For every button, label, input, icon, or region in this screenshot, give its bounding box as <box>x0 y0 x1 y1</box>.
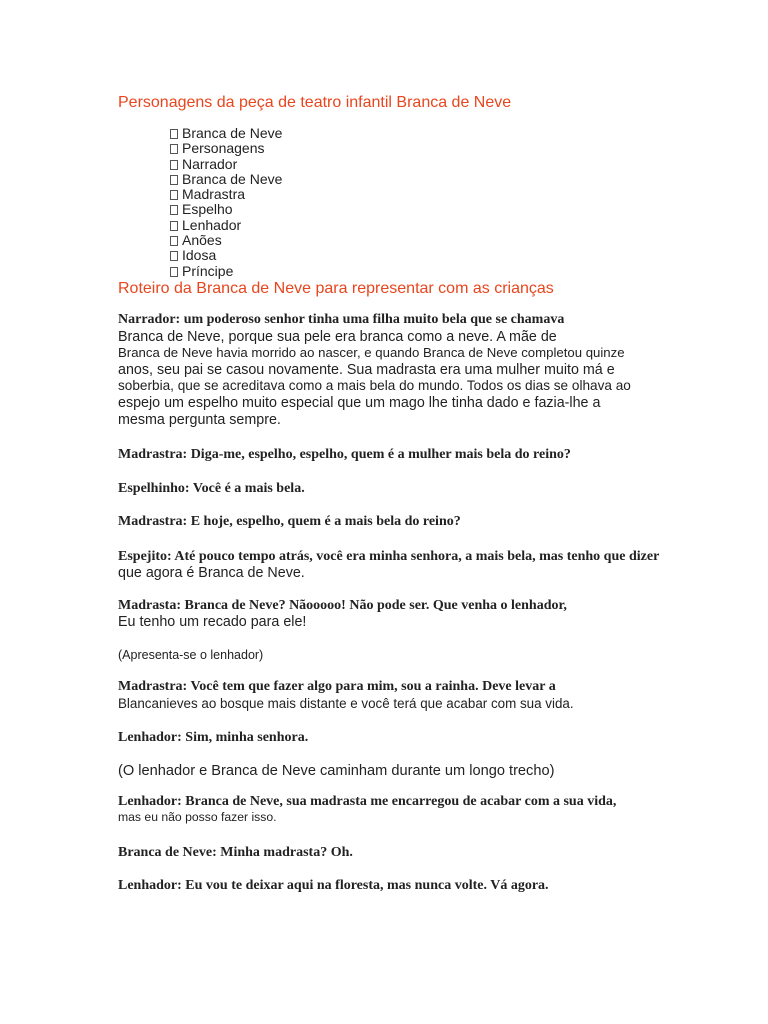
dialogue-line: Madrastra: Diga-me, espelho, espelho, quem é a mulher mais bela do reino? <box>118 447 571 462</box>
list-item: Branca de Neve <box>170 172 282 187</box>
dialogue-paragraph <box>118 679 718 712</box>
list-item: Idosa <box>170 248 282 263</box>
dialogue-line: que agora é Branca de Neve. <box>118 565 305 581</box>
bullet-icon <box>170 221 178 231</box>
dialogue-line: Espelhinho: Você é a mais bela. <box>118 481 305 496</box>
dialogue-paragraph <box>118 548 718 582</box>
dialogue-line: Madrastra: Você tem que fazer algo para mim, sou a rainha. Deve levar a <box>118 679 556 694</box>
dialogue-paragraph <box>118 794 718 825</box>
dialogue-line: Espejito: Até pouco tempo atrás, você era minha senhora, a mais bela, mas tenho que dizer <box>118 549 660 564</box>
bullet-icon <box>170 267 178 277</box>
dialogue-line: Eu tenho um recado para ele! <box>118 614 307 630</box>
bullet-icon <box>170 129 178 139</box>
narrator-text-line: anos, seu pai se casou novamente. Sua madrasta era uma mulher muito má e <box>118 361 615 378</box>
narrator-text-line: mesma pergunta sempre. <box>118 411 281 428</box>
narrator-text-line: espejo um espelho muito especial que um mago lhe tinha dado e fazia-lhe a <box>118 394 601 411</box>
section-title-script: Roteiro da Branca de Neve para representar com as crianças <box>118 280 554 297</box>
dialogue-line: Lenhador: Sim, minha senhora. <box>118 730 309 745</box>
narrator-text-line: soberbia, que se acreditava como a mais bela do mundo. Todos os dias se olhava ao <box>118 378 631 394</box>
list-item: Madrastra <box>170 187 282 202</box>
stage-direction: (Apresenta-se o lenhador) <box>118 648 264 662</box>
narrator-text-line: Branca de Neve havia morrido ao nascer, e quando Branca de Neve completou quinze <box>118 345 625 361</box>
character-list <box>170 126 282 279</box>
dialogue-line: Blancanieves ao bosque mais distante e você terá que acabar com sua vida. <box>118 695 574 711</box>
list-item: Branca de Neve <box>170 126 282 141</box>
bullet-icon <box>170 205 178 215</box>
bullet-icon <box>170 251 178 261</box>
section-title-characters: Personagens da peça de teatro infantil Branca de Neve <box>118 94 512 111</box>
narrator-paragraph <box>118 312 718 428</box>
dialogue-line: Madrastra: E hoje, espelho, quem é a mais bela do reino? <box>118 514 461 529</box>
dialogue-line: Madrasta: Branca de Neve? Nãooooo! Não pode ser. Que venha o lenhador, <box>118 598 567 613</box>
dialogue-line: Branca de Neve: Minha madrasta? Oh. <box>118 845 353 860</box>
stage-direction: (O lenhador e Branca de Neve caminham durante um longo trecho) <box>118 763 555 779</box>
dialogue-line: Lenhador: Branca de Neve, sua madrasta me encarregou de acabar com a sua vida, <box>118 794 617 809</box>
list-item: Lenhador <box>170 218 282 233</box>
dialogue-line: Lenhador: Eu vou te deixar aqui na floresta, mas nunca volte. Vá agora. <box>118 878 549 893</box>
list-item: Anões <box>170 233 282 248</box>
dialogue-line: mas eu não posso fazer isso. <box>118 809 277 824</box>
bullet-icon <box>170 236 178 246</box>
narrator-text-line: Branca de Neve, porque sua pele era branca como a neve. A mãe de <box>118 328 557 345</box>
bullet-icon <box>170 190 178 200</box>
bullet-icon <box>170 175 178 185</box>
dialogue-paragraph <box>118 597 718 631</box>
bullet-icon <box>170 160 178 170</box>
list-item: Espelho <box>170 202 282 217</box>
list-item: Príncipe <box>170 264 282 279</box>
bullet-icon <box>170 144 178 154</box>
list-item: Personagens <box>170 141 282 156</box>
list-item: Narrador <box>170 157 282 172</box>
narrator-line: Narrador: um poderoso senhor tinha uma filha muito bela que se chamava <box>118 312 565 327</box>
